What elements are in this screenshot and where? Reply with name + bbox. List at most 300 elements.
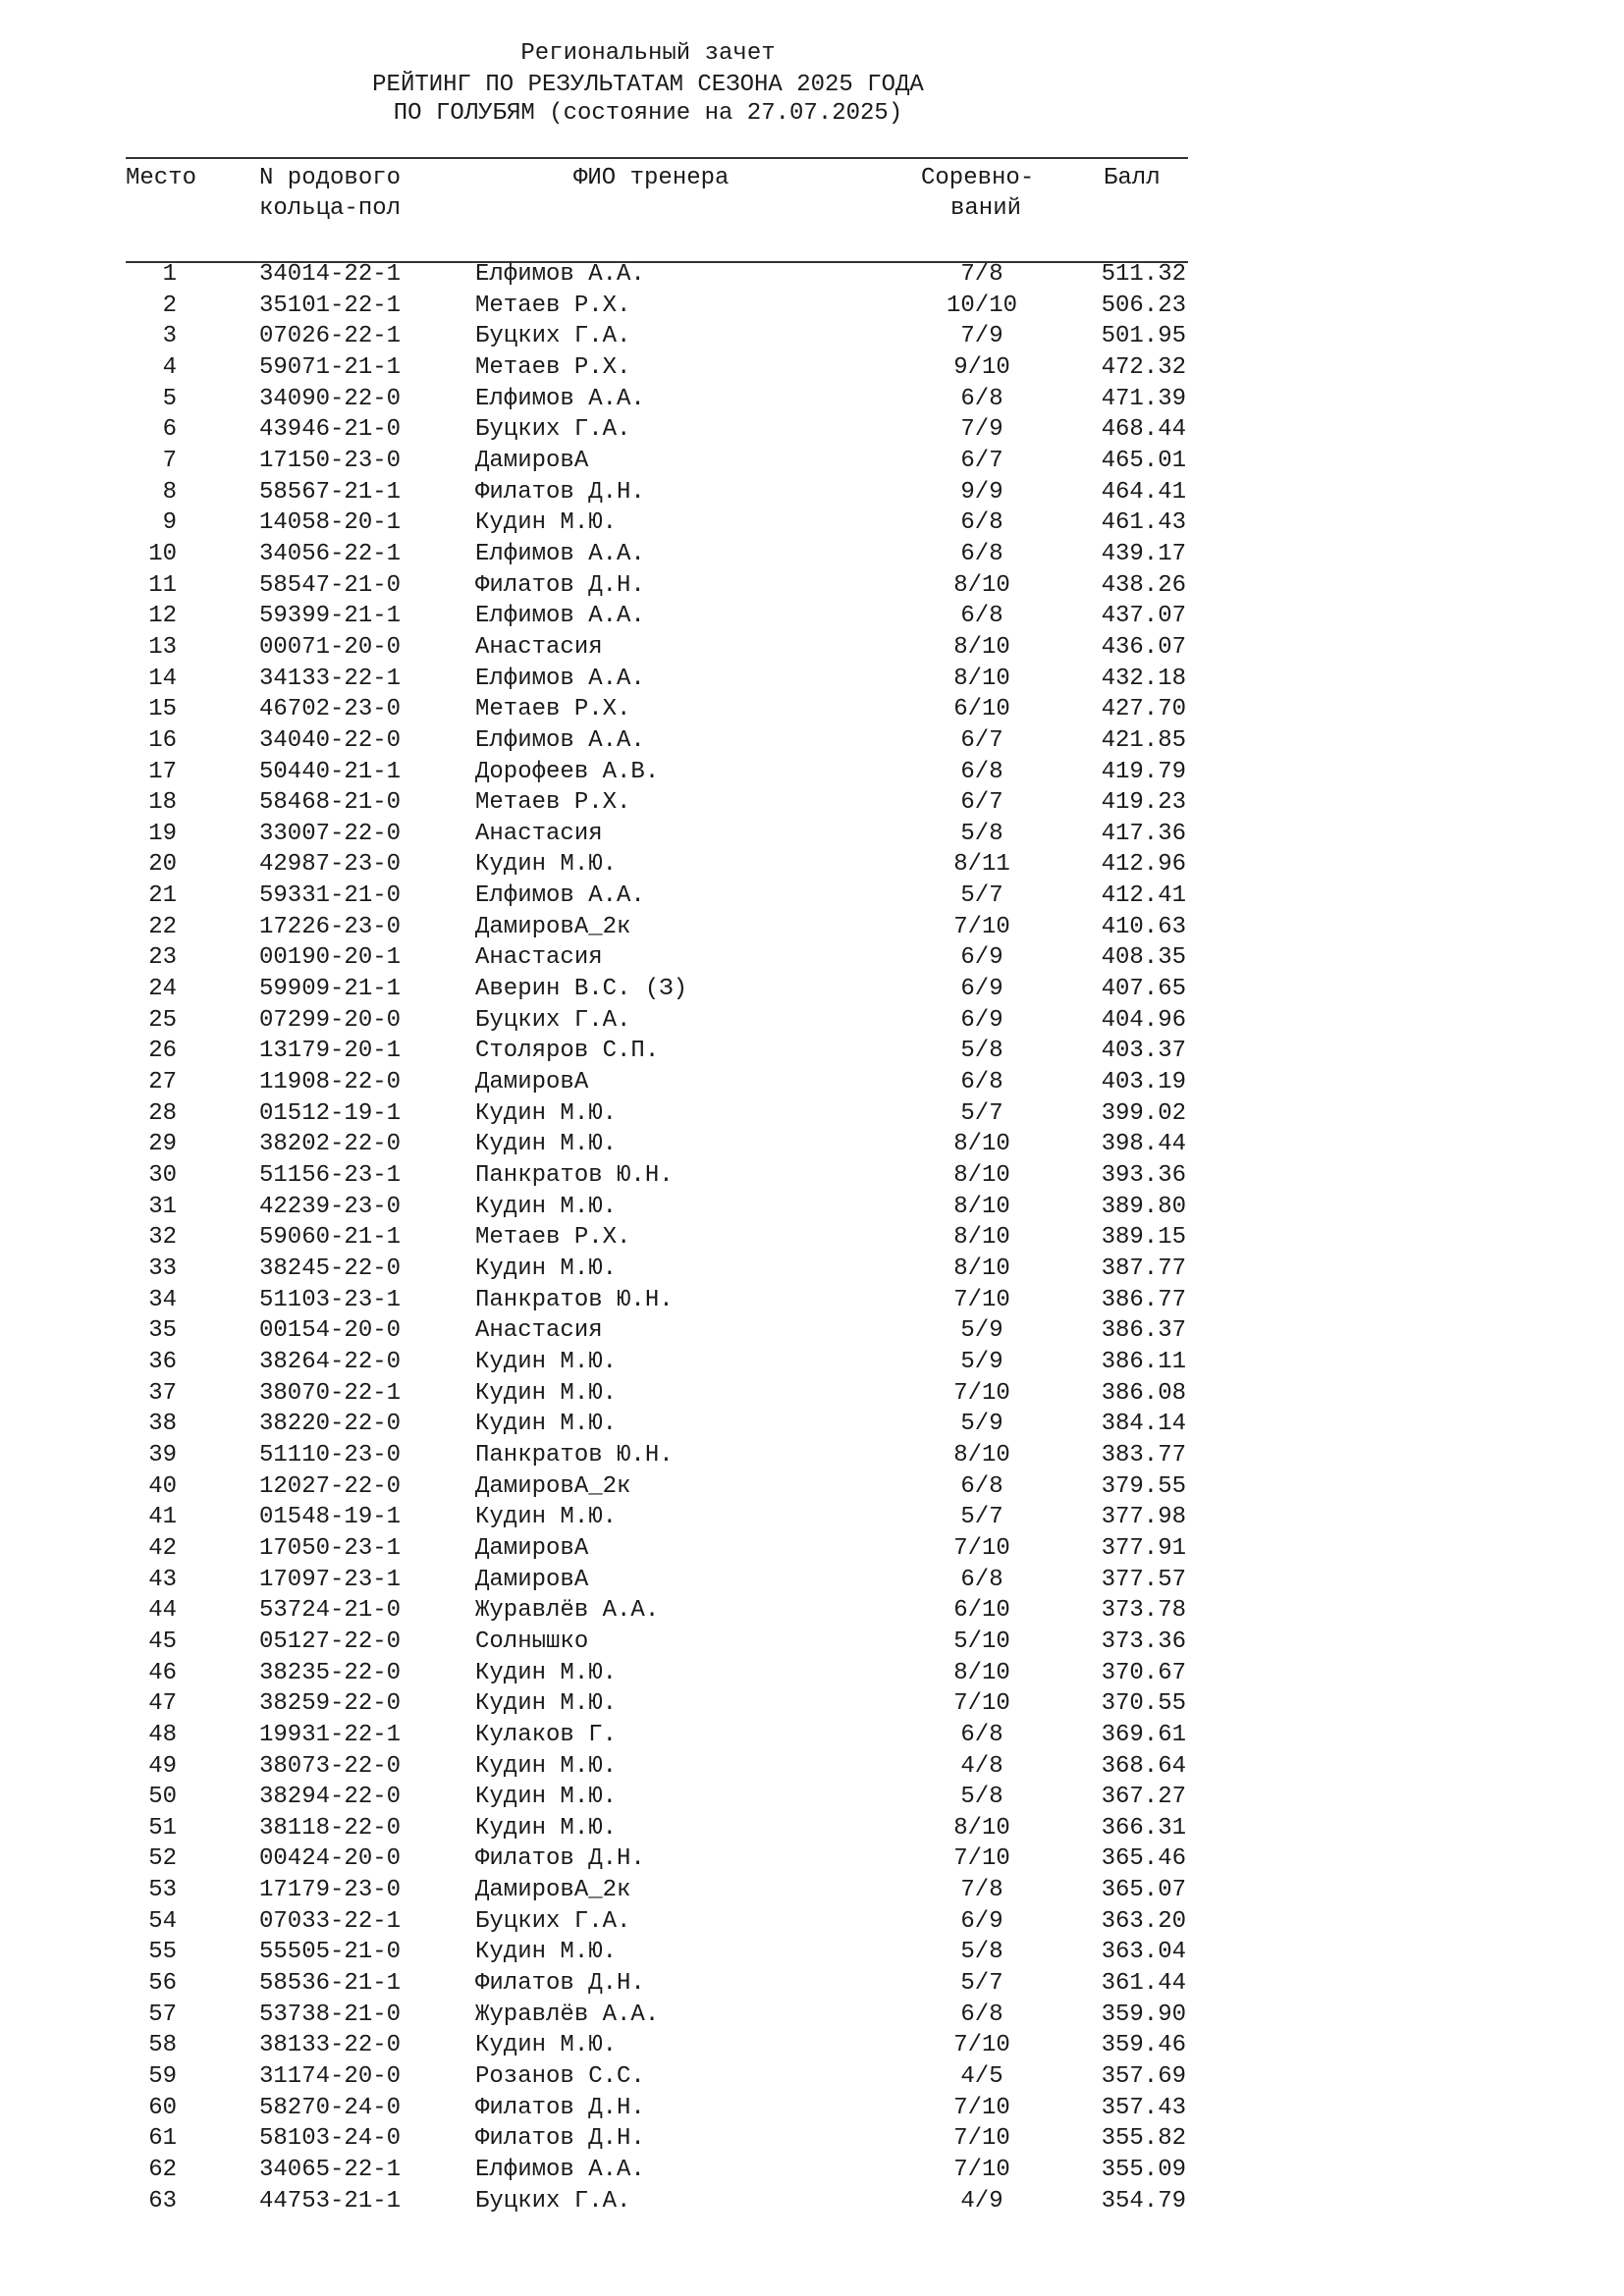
cell-place: 27 xyxy=(148,1069,177,1096)
cell-score: 373.36 xyxy=(1101,1628,1186,1655)
table-row xyxy=(0,1127,1624,1158)
cell-competitions: 9/9 xyxy=(960,478,1003,506)
cell-score: 354.79 xyxy=(1101,2187,1186,2215)
cell-name: Кудин М.Ю. xyxy=(475,1099,618,1127)
cell-place: 13 xyxy=(148,633,177,661)
cell-name: Солнышко xyxy=(475,1628,589,1655)
cell-competitions: 8/10 xyxy=(953,1659,1010,1686)
table-row xyxy=(0,723,1624,755)
cell-score: 407.65 xyxy=(1101,976,1186,1003)
cell-score: 419.23 xyxy=(1101,789,1186,817)
cell-ring: 12027-22-0 xyxy=(259,1472,402,1500)
cell-name: Панкратов Ю.Н. xyxy=(475,1441,674,1468)
cell-ring: 01512-19-1 xyxy=(259,1099,402,1127)
cell-name: Метаев Р.Х. xyxy=(475,696,631,723)
cell-ring: 17097-23-1 xyxy=(259,1566,402,1593)
cell-name: ДамировА xyxy=(475,1069,589,1096)
cell-place: 63 xyxy=(148,2187,177,2215)
table-row xyxy=(0,1252,1624,1283)
cell-ring: 38070-22-1 xyxy=(259,1379,402,1407)
cell-place: 41 xyxy=(148,1504,177,1531)
table-row xyxy=(0,1376,1624,1408)
cell-name: Буцких Г.А. xyxy=(475,2187,631,2215)
cell-ring: 53724-21-0 xyxy=(259,1597,402,1625)
cell-competitions: 5/7 xyxy=(960,1970,1003,1998)
cell-score: 472.32 xyxy=(1101,353,1186,381)
cell-place: 49 xyxy=(148,1752,177,1780)
cell-competitions: 6/8 xyxy=(960,1721,1003,1748)
table-row xyxy=(0,1407,1624,1438)
cell-name: Дорофеев А.В. xyxy=(475,758,660,785)
table-row xyxy=(0,319,1624,350)
col-name-header: ФИО тренера xyxy=(573,165,730,191)
table-row xyxy=(0,879,1624,910)
cell-score: 461.43 xyxy=(1101,509,1186,537)
cell-name: Кудин М.Ю. xyxy=(475,1379,618,1407)
cell-ring: 42987-23-0 xyxy=(259,851,402,879)
cell-place: 58 xyxy=(148,2032,177,2059)
cell-score: 363.04 xyxy=(1101,1939,1186,1966)
cell-competitions: 8/11 xyxy=(953,851,1010,879)
cell-score: 398.44 xyxy=(1101,1131,1186,1158)
cell-ring: 38235-22-0 xyxy=(259,1659,402,1686)
cell-ring: 42239-23-0 xyxy=(259,1193,402,1220)
cell-name: Панкратов Ю.Н. xyxy=(475,1162,674,1190)
cell-place: 43 xyxy=(148,1566,177,1593)
cell-place: 22 xyxy=(148,913,177,940)
cell-ring: 46702-23-0 xyxy=(259,696,402,723)
table-row xyxy=(0,1034,1624,1065)
cell-place: 11 xyxy=(148,571,177,599)
cell-ring: 55505-21-0 xyxy=(259,1939,402,1966)
cell-place: 1 xyxy=(162,261,177,288)
cell-ring: 50440-21-1 xyxy=(259,758,402,785)
cell-name: ДамировА xyxy=(475,1534,589,1562)
cell-competitions: 6/8 xyxy=(960,603,1003,630)
cell-ring: 00071-20-0 xyxy=(259,633,402,661)
cell-competitions: 6/9 xyxy=(960,1006,1003,1034)
cell-place: 31 xyxy=(148,1193,177,1220)
cell-place: 45 xyxy=(148,1628,177,1655)
table-row xyxy=(0,599,1624,630)
cell-name: Елфимов А.А. xyxy=(475,2157,645,2184)
table-row xyxy=(0,1842,1624,1873)
cell-competitions: 5/10 xyxy=(953,1628,1010,1655)
cell-name: Кудин М.Ю. xyxy=(475,509,618,537)
cell-name: Буцких Г.А. xyxy=(475,416,631,444)
cell-competitions: 6/8 xyxy=(960,1566,1003,1593)
cell-name: Анастасия xyxy=(475,633,603,661)
cell-ring: 38220-22-0 xyxy=(259,1411,402,1438)
table-row xyxy=(0,1158,1624,1190)
table-row xyxy=(0,1780,1624,1811)
cell-ring: 58103-24-0 xyxy=(259,2125,402,2153)
cell-ring: 58547-21-0 xyxy=(259,571,402,599)
header-title: РЕЙТИНГ ПО РЕЗУЛЬТАТАМ СЕЗОНА 2025 ГОДА xyxy=(372,72,924,98)
cell-place: 3 xyxy=(162,323,177,350)
cell-name: Анастасия xyxy=(475,1317,603,1345)
cell-competitions: 8/10 xyxy=(953,1162,1010,1190)
cell-score: 389.15 xyxy=(1101,1224,1186,1252)
cell-place: 57 xyxy=(148,2001,177,2028)
cell-competitions: 8/10 xyxy=(953,1193,1010,1220)
cell-name: Метаев Р.Х. xyxy=(475,789,631,817)
cell-score: 403.37 xyxy=(1101,1038,1186,1065)
cell-competitions: 6/9 xyxy=(960,944,1003,972)
table-row xyxy=(0,1190,1624,1221)
table-row xyxy=(0,2028,1624,2059)
cell-ring: 59060-21-1 xyxy=(259,1224,402,1252)
cell-ring: 07299-20-0 xyxy=(259,1006,402,1034)
table-row xyxy=(0,785,1624,817)
cell-ring: 17179-23-0 xyxy=(259,1877,402,1904)
cell-name: Филатов Д.Н. xyxy=(475,478,645,506)
cell-place: 2 xyxy=(162,292,177,319)
cell-score: 408.35 xyxy=(1101,944,1186,972)
cell-place: 23 xyxy=(148,944,177,972)
cell-score: 369.61 xyxy=(1101,1721,1186,1748)
cell-place: 47 xyxy=(148,1690,177,1718)
cell-score: 361.44 xyxy=(1101,1970,1186,1998)
top-rule xyxy=(126,157,1188,159)
cell-competitions: 7/8 xyxy=(960,1877,1003,1904)
cell-place: 39 xyxy=(148,1441,177,1468)
table-row xyxy=(0,1003,1624,1035)
cell-score: 432.18 xyxy=(1101,665,1186,692)
cell-name: Буцких Г.А. xyxy=(475,323,631,350)
table-row xyxy=(0,2121,1624,2153)
table-row xyxy=(0,1500,1624,1531)
table-row xyxy=(0,257,1624,289)
cell-ring: 00190-20-1 xyxy=(259,944,402,972)
cell-score: 387.77 xyxy=(1101,1255,1186,1282)
cell-name: ДамировА xyxy=(475,447,589,474)
table-row xyxy=(0,1313,1624,1345)
table-row xyxy=(0,2091,1624,2122)
cell-ring: 01548-19-1 xyxy=(259,1504,402,1531)
cell-place: 56 xyxy=(148,1970,177,1998)
cell-name: Кудин М.Ю. xyxy=(475,1814,618,1842)
cell-score: 368.64 xyxy=(1101,1752,1186,1780)
cell-name: Кудин М.Ю. xyxy=(475,1784,618,1811)
cell-ring: 17150-23-0 xyxy=(259,447,402,474)
cell-competitions: 6/10 xyxy=(953,696,1010,723)
cell-score: 468.44 xyxy=(1101,416,1186,444)
cell-ring: 38073-22-0 xyxy=(259,1752,402,1780)
header-line-1: Региональный зачет xyxy=(520,40,776,67)
cell-competitions: 7/10 xyxy=(953,1690,1010,1718)
cell-competitions: 5/8 xyxy=(960,1038,1003,1065)
cell-ring: 51110-23-0 xyxy=(259,1441,402,1468)
cell-place: 4 xyxy=(162,353,177,381)
cell-ring: 34040-22-0 xyxy=(259,726,402,754)
cell-competitions: 6/8 xyxy=(960,758,1003,785)
cell-place: 46 xyxy=(148,1659,177,1686)
cell-competitions: 5/7 xyxy=(960,1099,1003,1127)
cell-score: 419.79 xyxy=(1101,758,1186,785)
cell-name: Елфимов А.А. xyxy=(475,261,645,288)
table-row xyxy=(0,847,1624,879)
table-row xyxy=(0,1345,1624,1376)
cell-place: 54 xyxy=(148,1907,177,1935)
cell-name: Кудин М.Ю. xyxy=(475,1348,618,1375)
cell-score: 383.77 xyxy=(1101,1441,1186,1468)
table-row xyxy=(0,1686,1624,1718)
cell-competitions: 7/10 xyxy=(953,1286,1010,1313)
col-score-header: Балл xyxy=(1104,165,1161,191)
cell-score: 393.36 xyxy=(1101,1162,1186,1190)
cell-place: 29 xyxy=(148,1131,177,1158)
cell-name: Кудин М.Ю. xyxy=(475,1939,618,1966)
cell-ring: 38202-22-0 xyxy=(259,1131,402,1158)
cell-name: Метаев Р.Х. xyxy=(475,292,631,319)
cell-competitions: 7/10 xyxy=(953,1379,1010,1407)
col-comp-header-1: Соревно- xyxy=(921,165,1035,191)
cell-name: Кудин М.Ю. xyxy=(475,1255,618,1282)
table-row xyxy=(0,506,1624,537)
table-row xyxy=(0,1563,1624,1594)
cell-ring: 59399-21-1 xyxy=(259,603,402,630)
cell-name: Анастасия xyxy=(475,944,603,972)
cell-ring: 43946-21-0 xyxy=(259,416,402,444)
cell-ring: 53738-21-0 xyxy=(259,2001,402,2028)
cell-score: 389.80 xyxy=(1101,1193,1186,1220)
table-row xyxy=(0,1718,1624,1749)
cell-name: Буцких Г.А. xyxy=(475,1006,631,1034)
cell-ring: 31174-20-0 xyxy=(259,2063,402,2091)
cell-name: Елфимов А.А. xyxy=(475,882,645,910)
cell-ring: 14058-20-1 xyxy=(259,509,402,537)
cell-place: 59 xyxy=(148,2063,177,2091)
cell-score: 379.55 xyxy=(1101,1472,1186,1500)
cell-competitions: 7/10 xyxy=(953,2094,1010,2121)
cell-ring: 07026-22-1 xyxy=(259,323,402,350)
table-row xyxy=(0,1283,1624,1314)
cell-ring: 44753-21-1 xyxy=(259,2187,402,2215)
cell-score: 370.55 xyxy=(1101,1690,1186,1718)
cell-competitions: 7/9 xyxy=(960,323,1003,350)
cell-competitions: 8/10 xyxy=(953,665,1010,692)
cell-place: 20 xyxy=(148,851,177,879)
cell-place: 36 xyxy=(148,1348,177,1375)
rating-table xyxy=(0,257,1624,2215)
cell-place: 28 xyxy=(148,1099,177,1127)
cell-place: 34 xyxy=(148,1286,177,1313)
cell-score: 365.07 xyxy=(1101,1877,1186,1904)
cell-place: 30 xyxy=(148,1162,177,1190)
cell-place: 52 xyxy=(148,1845,177,1873)
table-row xyxy=(0,568,1624,600)
cell-competitions: 7/10 xyxy=(953,2032,1010,2059)
cell-place: 50 xyxy=(148,1784,177,1811)
cell-place: 14 xyxy=(148,665,177,692)
cell-place: 16 xyxy=(148,726,177,754)
cell-place: 9 xyxy=(162,509,177,537)
cell-score: 404.96 xyxy=(1101,1006,1186,1034)
cell-score: 359.90 xyxy=(1101,2001,1186,2028)
cell-score: 366.31 xyxy=(1101,1814,1186,1842)
cell-name: ДамировА_2к xyxy=(475,1877,631,1904)
cell-place: 38 xyxy=(148,1411,177,1438)
cell-score: 363.20 xyxy=(1101,1907,1186,1935)
cell-competitions: 8/10 xyxy=(953,1814,1010,1842)
cell-competitions: 6/7 xyxy=(960,447,1003,474)
cell-competitions: 8/10 xyxy=(953,1255,1010,1282)
cell-ring: 00424-20-0 xyxy=(259,1845,402,1873)
cell-score: 464.41 xyxy=(1101,478,1186,506)
cell-score: 427.70 xyxy=(1101,696,1186,723)
cell-ring: 38245-22-0 xyxy=(259,1255,402,1282)
table-row xyxy=(0,972,1624,1003)
cell-place: 17 xyxy=(148,758,177,785)
table-row xyxy=(0,692,1624,723)
cell-score: 506.23 xyxy=(1101,292,1186,319)
cell-competitions: 10/10 xyxy=(946,292,1017,319)
cell-place: 5 xyxy=(162,385,177,412)
table-row xyxy=(0,2153,1624,2184)
table-row xyxy=(0,382,1624,413)
cell-ring: 58567-21-1 xyxy=(259,478,402,506)
cell-ring: 51103-23-1 xyxy=(259,1286,402,1313)
table-row xyxy=(0,1438,1624,1469)
col-place-header: Место xyxy=(126,165,197,191)
cell-competitions: 7/10 xyxy=(953,2157,1010,2184)
cell-competitions: 8/10 xyxy=(953,1131,1010,1158)
cell-place: 60 xyxy=(148,2094,177,2121)
cell-competitions: 6/8 xyxy=(960,509,1003,537)
table-row xyxy=(0,2184,1624,2216)
cell-place: 24 xyxy=(148,976,177,1003)
cell-competitions: 7/10 xyxy=(953,2125,1010,2153)
cell-ring: 17050-23-1 xyxy=(259,1534,402,1562)
cell-competitions: 9/10 xyxy=(953,353,1010,381)
cell-name: Филатов Д.Н. xyxy=(475,2094,645,2121)
cell-competitions: 5/9 xyxy=(960,1317,1003,1345)
cell-score: 367.27 xyxy=(1101,1784,1186,1811)
col-comp-header-2: ваний xyxy=(950,195,1022,222)
cell-name: Филатов Д.Н. xyxy=(475,2125,645,2153)
cell-name: Журавлёв А.А. xyxy=(475,2001,660,2028)
cell-place: 32 xyxy=(148,1224,177,1252)
cell-name: Кудин М.Ю. xyxy=(475,1193,618,1220)
cell-name: ДамировА_2к xyxy=(475,1472,631,1500)
cell-competitions: 6/8 xyxy=(960,2001,1003,2028)
cell-ring: 34014-22-1 xyxy=(259,261,402,288)
cell-ring: 34065-22-1 xyxy=(259,2157,402,2184)
cell-place: 53 xyxy=(148,1877,177,1904)
cell-place: 33 xyxy=(148,1255,177,1282)
cell-name: Елфимов А.А. xyxy=(475,665,645,692)
cell-score: 421.85 xyxy=(1101,726,1186,754)
cell-competitions: 4/8 xyxy=(960,1752,1003,1780)
cell-competitions: 6/9 xyxy=(960,976,1003,1003)
cell-ring: 17226-23-0 xyxy=(259,913,402,940)
table-row xyxy=(0,755,1624,786)
cell-ring: 19931-22-1 xyxy=(259,1721,402,1748)
col-ring-header-1: N родового xyxy=(259,165,402,191)
cell-competitions: 5/9 xyxy=(960,1411,1003,1438)
cell-name: Кудин М.Ю. xyxy=(475,1504,618,1531)
cell-ring: 58468-21-0 xyxy=(259,789,402,817)
cell-competitions: 7/10 xyxy=(953,913,1010,940)
cell-competitions: 7/9 xyxy=(960,416,1003,444)
cell-competitions: 5/8 xyxy=(960,820,1003,847)
cell-score: 436.07 xyxy=(1101,633,1186,661)
cell-competitions: 6/10 xyxy=(953,1597,1010,1625)
cell-competitions: 5/8 xyxy=(960,1784,1003,1811)
cell-score: 471.39 xyxy=(1101,385,1186,412)
cell-ring: 58270-24-0 xyxy=(259,2094,402,2121)
cell-name: Метаев Р.Х. xyxy=(475,353,631,381)
table-row xyxy=(0,1593,1624,1625)
cell-score: 359.46 xyxy=(1101,2032,1186,2059)
cell-score: 386.37 xyxy=(1101,1317,1186,1345)
cell-name: Кудин М.Ю. xyxy=(475,851,618,879)
cell-competitions: 6/8 xyxy=(960,1472,1003,1500)
table-row xyxy=(0,662,1624,693)
table-row xyxy=(0,1065,1624,1096)
cell-score: 439.17 xyxy=(1101,540,1186,567)
cell-competitions: 8/10 xyxy=(953,571,1010,599)
cell-name: Буцких Г.А. xyxy=(475,1907,631,1935)
cell-ring: 38264-22-0 xyxy=(259,1348,402,1375)
cell-competitions: 6/7 xyxy=(960,789,1003,817)
cell-place: 61 xyxy=(148,2125,177,2153)
cell-ring: 38118-22-0 xyxy=(259,1814,402,1842)
table-row xyxy=(0,1096,1624,1128)
cell-ring: 59071-21-1 xyxy=(259,353,402,381)
cell-competitions: 7/10 xyxy=(953,1845,1010,1873)
cell-ring: 07033-22-1 xyxy=(259,1907,402,1935)
cell-place: 10 xyxy=(148,540,177,567)
cell-name: Кулаков Г. xyxy=(475,1721,618,1748)
cell-score: 355.09 xyxy=(1101,2157,1186,2184)
cell-score: 417.36 xyxy=(1101,820,1186,847)
cell-score: 377.57 xyxy=(1101,1566,1186,1593)
table-row xyxy=(0,1531,1624,1563)
cell-ring: 00154-20-0 xyxy=(259,1317,402,1345)
cell-place: 8 xyxy=(162,478,177,506)
cell-competitions: 6/7 xyxy=(960,726,1003,754)
cell-score: 403.19 xyxy=(1101,1069,1186,1096)
table-row xyxy=(0,2059,1624,2091)
table-row xyxy=(0,1873,1624,1904)
cell-name: Кудин М.Ю. xyxy=(475,1752,618,1780)
table-row xyxy=(0,1811,1624,1842)
cell-ring: 34090-22-0 xyxy=(259,385,402,412)
cell-place: 48 xyxy=(148,1721,177,1748)
cell-score: 377.91 xyxy=(1101,1534,1186,1562)
cell-place: 55 xyxy=(148,1939,177,1966)
cell-name: Елфимов А.А. xyxy=(475,603,645,630)
cell-score: 410.63 xyxy=(1101,913,1186,940)
cell-ring: 38259-22-0 xyxy=(259,1690,402,1718)
cell-place: 35 xyxy=(148,1317,177,1345)
table-row xyxy=(0,412,1624,444)
cell-place: 12 xyxy=(148,603,177,630)
cell-ring: 38294-22-0 xyxy=(259,1784,402,1811)
table-row xyxy=(0,1998,1624,2029)
cell-place: 18 xyxy=(148,789,177,817)
table-row xyxy=(0,940,1624,972)
cell-name: Кудин М.Ю. xyxy=(475,1131,618,1158)
table-row xyxy=(0,1904,1624,1936)
cell-ring: 05127-22-0 xyxy=(259,1628,402,1655)
cell-competitions: 5/7 xyxy=(960,882,1003,910)
table-row xyxy=(0,910,1624,941)
cell-competitions: 6/9 xyxy=(960,1907,1003,1935)
cell-place: 25 xyxy=(148,1006,177,1034)
